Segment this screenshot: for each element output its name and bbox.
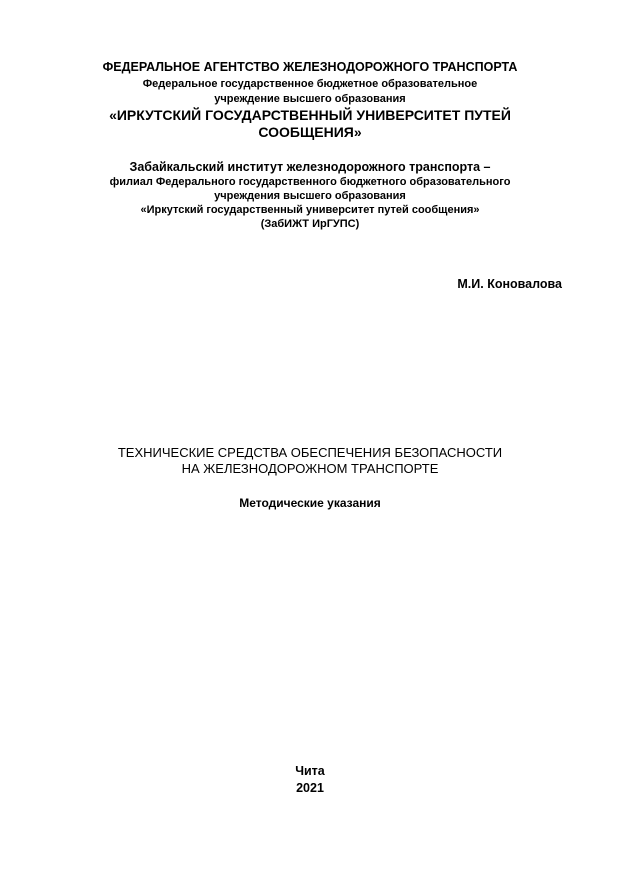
institute-name-line3: учреждения высшего образования [214, 190, 406, 202]
publication-city: Чита [295, 764, 325, 778]
document-subtitle: Методические указания [239, 496, 381, 510]
document-title-line1: ТЕХНИЧЕСКИЕ СРЕДСТВА ОБЕСПЕЧЕНИЯ БЕЗОПАСНОСТИ [117, 445, 503, 460]
institute-name-line4: «Иркутский государственный университет путей сообщения» [140, 204, 480, 216]
university-name-line2: СООБЩЕНИЯ» [258, 124, 362, 140]
publication-year: 2021 [296, 781, 324, 795]
university-name-line1: «ИРКУТСКИЙ ГОСУДАРСТВЕННЫЙ УНИВЕРСИТЕТ ПУТЕЙ [109, 107, 511, 123]
institute-abbreviation: (ЗабИЖТ ИрГУПС) [260, 218, 360, 230]
institution-type-line1: Федеральное государственное бюджетное образовательное [142, 78, 478, 90]
document-title-line2: НА ЖЕЛЕЗНОДОРОЖНОМ ТРАНСПОРТЕ [181, 461, 439, 476]
institute-name-line2: филиал Федерального государственного бюджетного образовательного [109, 176, 511, 188]
agency-name: ФЕДЕРАЛЬНОЕ АГЕНТСТВО ЖЕЛЕЗНОДОРОЖНОГО ТРАНСПОРТА [102, 60, 518, 74]
institution-type-line2: учреждение высшего образования [214, 93, 406, 105]
institute-name-line1: Забайкальский институт железнодорожного транспорта – [129, 160, 491, 174]
author-name: М.И. Коновалова [457, 277, 562, 291]
